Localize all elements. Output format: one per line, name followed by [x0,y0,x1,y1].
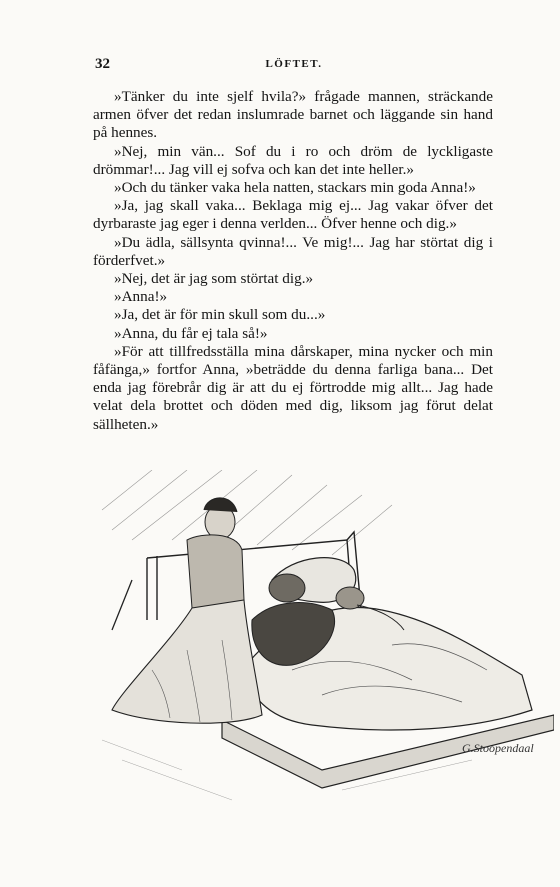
paragraph: »Och du tänker vaka hela natten, stackars min goda Anna!» [114,179,476,197]
paragraph: »Tänker du inte sjelf hvila?» frågade mannen, sträckande armen öfver det redan inslumrade barnet och läggande sin hand på hennes. [93,88,493,142]
bedroom-illustration [92,470,554,810]
wall-hatching [102,470,392,555]
paragraph: »Ja, jag skall vaka... Beklaga mig ej... Jag vakar öfver det dyrbaraste jag eger i denna verlden... Öfver henne och dig.» [93,197,493,233]
paragraph: »Nej, det är jag som störtat dig.» [114,270,314,288]
paragraph: »För att tillfredsställa mina dårskaper, mina nycker och min fåfänga,» fortfor Anna, »beträdde du denna farliga bana... Det enda jag förebrår dig är att du ej förtrodde mig allt... Jag hade velat dela brottet och döden med dig, liksom jag förut delat sällheten.» [93,342,493,433]
page-header [95,56,493,78]
body-text [93,88,493,434]
running-title: LÖFTET. [265,58,323,70]
page-number: 32 [95,56,110,72]
paragraph: »Anna, du får ej tala så!» [114,324,268,342]
artist-signature: G.Stoopendaal [462,741,534,755]
paragraph: »Ja, det är för min skull som du...» [114,306,326,324]
paragraph: »Nej, min vän... Sof du i ro och dröm de lyckligaste drömmar!... Jag vill ej sofva och kan det inte heller.» [93,142,493,178]
illustration-drawing [92,470,554,810]
paragraph: »Du ädla, sällsynta qvinna!... Ve mig!... Jag har störtat dig i förderfvet.» [93,233,493,269]
paragraph: »Anna!» [114,288,168,306]
watching-woman [112,498,262,723]
